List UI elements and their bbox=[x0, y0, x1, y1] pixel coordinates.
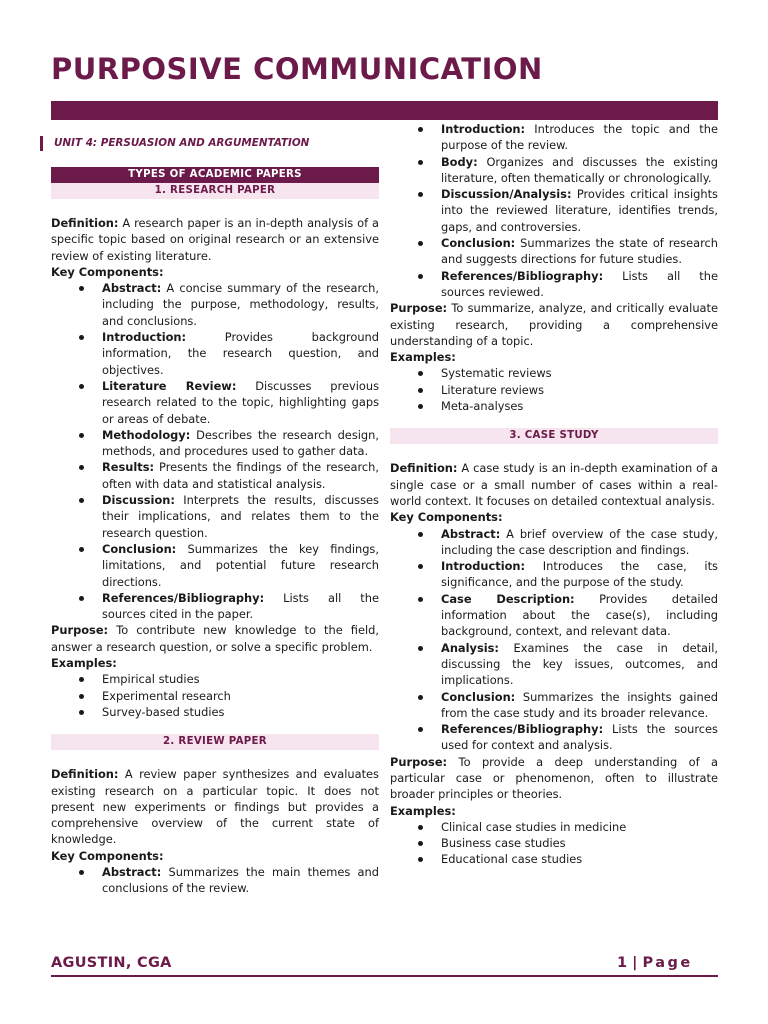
list-item: Discussion/Analysis: Provides critical insights into the reviewed literature, identifies trends, gaps, and controversies. bbox=[390, 186, 718, 235]
section-header-research: 1. RESEARCH PAPER bbox=[51, 183, 379, 199]
list-item: Business case studies bbox=[390, 835, 718, 851]
review-components-list-continued bbox=[390, 121, 718, 300]
list-item: Educational case studies bbox=[390, 851, 718, 867]
list-item: Methodology: Describes the research design, methods, and procedures used to gather data. bbox=[51, 427, 379, 460]
list-item: Body: Organizes and discusses the existing literature, often thematically or chronologically. bbox=[390, 154, 718, 187]
section-header-review: 2. REVIEW PAPER bbox=[51, 734, 379, 750]
list-item: Introduction: Introduces the topic and the purpose of the review. bbox=[390, 121, 718, 154]
review-examples-list bbox=[390, 365, 718, 414]
list-item: Case Description: Provides detailed information about the case(s), including background, context, and relevant data. bbox=[390, 591, 718, 640]
list-item: Literature reviews bbox=[390, 382, 718, 398]
research-definition bbox=[51, 215, 379, 264]
list-item: Abstract: Summarizes the main themes and conclusions of the review. bbox=[51, 864, 379, 897]
list-item: Empirical studies bbox=[51, 671, 379, 687]
examples-heading: Examples: bbox=[51, 656, 117, 671]
list-item: References/Bibliography: Lists the sources used for context and analysis. bbox=[390, 721, 718, 754]
list-item: Systematic reviews bbox=[390, 365, 718, 381]
list-item: Survey-based studies bbox=[51, 704, 379, 720]
list-item: Discussion: Interprets the results, discusses their implications, and relates them to the research question. bbox=[51, 492, 379, 541]
list-item: Results: Presents the findings of the research, often with data and statistical analysis. bbox=[51, 459, 379, 492]
key-components-heading: Key Components: bbox=[390, 510, 503, 525]
footer-rule bbox=[51, 975, 718, 977]
footer-page-number: 1 | Page bbox=[617, 955, 693, 971]
list-item: References/Bibliography: Lists all the sources cited in the paper. bbox=[51, 590, 379, 623]
section-header-main: TYPES OF ACADEMIC PAPERS bbox=[51, 167, 379, 183]
list-item: Clinical case studies in medicine bbox=[390, 819, 718, 835]
list-item: Introduction: Introduces the case, its significance, and the purpose of the study. bbox=[390, 558, 718, 591]
definition-text: A research paper is an in-depth analysis of a specific topic based on original research or an extensive review of existing literature. bbox=[51, 216, 379, 263]
list-item: Conclusion: Summarizes the key findings, limitations, and potential future research directions. bbox=[51, 541, 379, 590]
list-item: Conclusion: Summarizes the insights gained from the case study and its broader relevance. bbox=[390, 689, 718, 722]
left-column bbox=[51, 167, 379, 897]
definition-label: Definition: bbox=[51, 216, 119, 230]
research-purpose: Purpose: To contribute new knowledge to the field, answer a research question, or solve a specific problem. bbox=[51, 623, 380, 654]
right-column bbox=[390, 121, 718, 868]
footer-author: AGUSTIN, CGA bbox=[51, 955, 172, 971]
section-header-case-study: 3. CASE STUDY bbox=[390, 428, 718, 444]
list-item: Analysis: Examines the case in detail, discussing the key issues, outcomes, and implications. bbox=[390, 640, 718, 689]
key-components-heading: Key Components: bbox=[51, 848, 164, 863]
examples-heading: Examples: bbox=[390, 350, 456, 365]
list-item: Meta-analyses bbox=[390, 398, 718, 414]
list-item: Experimental research bbox=[51, 688, 379, 704]
examples-heading: Examples: bbox=[390, 803, 456, 818]
review-components-list bbox=[51, 864, 379, 897]
title-banner bbox=[51, 101, 718, 120]
research-components-list bbox=[51, 280, 379, 622]
document-title: PURPOSIVE COMMUNICATION bbox=[51, 52, 543, 86]
review-purpose: Purpose: To summarize, analyze, and critically evaluate existing research, providing a comprehensive understanding of a topic. bbox=[390, 301, 718, 348]
list-item: Introduction: Provides background information, the research question, and objectives. bbox=[51, 329, 379, 378]
list-item: Abstract: A concise summary of the research, including the purpose, methodology, results, and conclusions. bbox=[51, 280, 379, 329]
list-item: References/Bibliography: Lists all the sources reviewed. bbox=[390, 268, 718, 301]
review-definition: Definition: A review paper synthesizes and evaluates existing research on a particular topic. It does not present new experiments or findings but provides a comprehensive overview of the current state of knowledge. bbox=[51, 767, 379, 847]
key-components-heading: Key Components: bbox=[51, 264, 164, 279]
case-purpose: Purpose: To provide a deep understanding of a particular case or phenomenon, often to illustrate broader principles or theories. bbox=[390, 754, 718, 802]
case-definition: Definition: A case study is an in-depth examination of a single case or a small number of cases within a real-world context. It focuses on detailed contextual analysis. bbox=[390, 461, 719, 508]
case-components-list bbox=[390, 526, 718, 754]
list-item: Literature Review: Discusses previous research related to the topic, highlighting gaps or areas of debate. bbox=[51, 378, 379, 427]
list-item: Conclusion: Summarizes the state of research and suggests directions for future studies. bbox=[390, 235, 718, 268]
list-item: Abstract: A brief overview of the case study, including the case description and findings. bbox=[390, 526, 718, 559]
research-examples-list bbox=[51, 671, 379, 720]
unit-heading: UNIT 4: PERSUASION AND ARGUMENTATION bbox=[40, 136, 309, 151]
case-examples-list bbox=[390, 819, 718, 868]
